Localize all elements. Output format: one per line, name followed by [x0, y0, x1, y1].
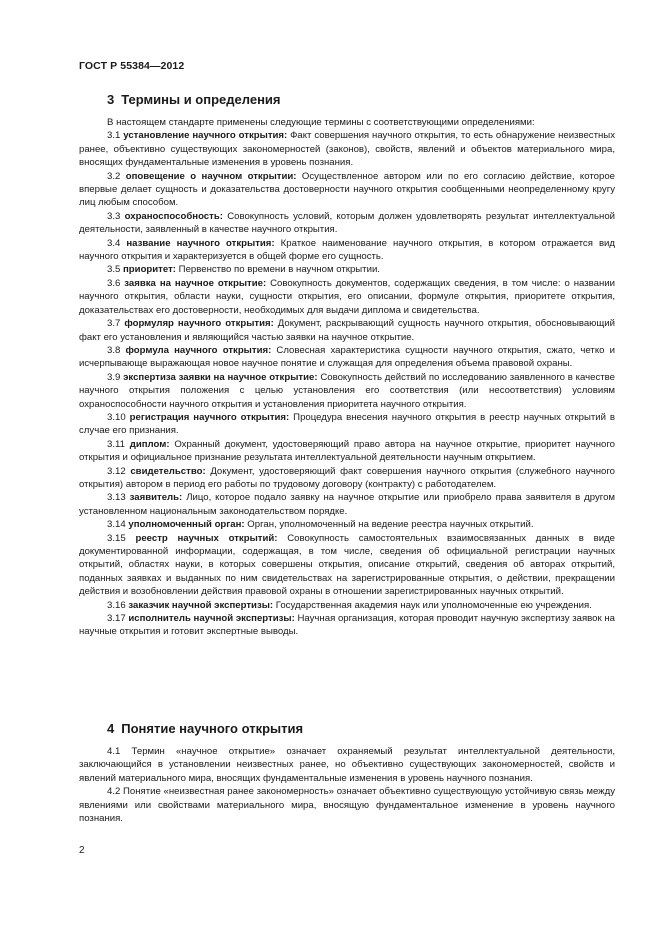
- term-number: 3.7: [107, 318, 121, 330]
- term-name: заявка на научное открытие:: [124, 277, 267, 289]
- term-name: исполнитель научной экспертизы:: [128, 613, 295, 625]
- clause-text: Понятие «неизвестная ранее закономерность» означает объективно существующую устойчивую связь между явлениями или свойствами материального мира, вносящую фундаментальное изменение в уровень научного познания.: [79, 786, 615, 825]
- term-definition: Словесная характеристика сущности научного открытия, сжато, четко и исчерпывающе выражающая новое научное понятие и служащая для определения объема правовой охраны.: [79, 344, 615, 370]
- term-name: уполномоченный орган:: [128, 519, 245, 531]
- term-3-4: [79, 237, 615, 264]
- term-definition: Научная организация, которая проводит научную экспертизу заявок на научные открытия и готовит экспертные выводы.: [79, 613, 615, 638]
- term-number: 3.2: [107, 170, 121, 182]
- term-definition: Совокупность условий, которым должен удовлетворять результат интеллектуальной деятельности, заявленный в качестве научного открытия.: [79, 210, 616, 236]
- term-name: заказчик научной экспертизы:: [128, 599, 274, 611]
- term-number: 3.8: [107, 344, 121, 356]
- term-name: приоритет:: [123, 264, 176, 276]
- term-name: название научного открытия:: [126, 237, 275, 249]
- term-name: реестр научных открытий:: [135, 532, 278, 544]
- term-number: 3.1: [107, 130, 121, 142]
- term-3-9: [79, 371, 615, 411]
- term-definition: Первенство по времени в научном открытии.: [178, 264, 380, 276]
- term-definition: Совокупность документов, содержащих сведения, в том числе: о названии научного открытия, области науки, сущности открытия, его описании, формуле открытия, приоритете открытия, доказательствах его достоверности, необходимых для выдачи диплома и свидетельства.: [79, 277, 615, 316]
- term-definition: Орган, уполномоченный на ведение реестра научных открытий.: [247, 519, 534, 531]
- term-3-16: [79, 599, 615, 612]
- document-code: ГОСТ Р 55384—2012: [79, 60, 185, 72]
- term-3-10: [79, 411, 615, 438]
- term-number: 3.9: [107, 371, 121, 383]
- term-definition: Лицо, которое подало заявку на научное открытие или приобрело права заявителя в другом установленном национальным законодательством порядке.: [79, 492, 616, 517]
- term-3-8: [79, 344, 615, 371]
- term-definition: Охранный документ, удостоверяющий право автора на научное открытие, приоритет научного открытия и официальное признание результата интеллектуальной деятельности научным открытием.: [79, 438, 615, 464]
- term-name: свидетельство:: [130, 465, 206, 477]
- term-3-14: [79, 518, 615, 531]
- term-definition: Факт совершения научного открытия, то есть обнаружение неизвестных ранее, объективно существующих закономерностей (законов), свойств, явлений и объектов материального мира, вносящих фундаментальные изменения в уровень познания.: [79, 130, 615, 169]
- term-name: установление научного открытия:: [123, 130, 288, 142]
- section-3-number: 3: [107, 92, 115, 107]
- term-number: 3.14: [107, 519, 126, 531]
- term-name: формула научного открытия:: [125, 344, 272, 356]
- term-3-15: [79, 532, 615, 599]
- term-name: формуляр научного открытия:: [124, 318, 274, 330]
- term-definition: Документ, удостоверяющий факт совершения научного открытия (служебного научного открытия) автором в период его работы по трудовому договору (контракту) с работодателем.: [79, 465, 616, 490]
- term-3-17: [79, 612, 615, 639]
- section-4-heading: [107, 721, 303, 736]
- section-4-number: 4: [107, 721, 115, 736]
- term-3-5: [79, 263, 615, 276]
- term-3-11: [79, 438, 615, 465]
- term-3-3: [79, 210, 615, 237]
- section-3-title: Термины и определения: [121, 92, 281, 107]
- term-number: 3.5: [107, 264, 121, 276]
- term-3-7: [79, 317, 615, 344]
- term-number: 3.17: [107, 613, 126, 625]
- term-number: 3.15: [107, 532, 126, 544]
- term-number: 3.3: [107, 210, 121, 222]
- term-3-13: [79, 491, 615, 518]
- clause-4-1: [79, 745, 615, 785]
- page-number: 2: [79, 845, 85, 856]
- section-4-body: [79, 745, 615, 825]
- term-name: диплом:: [129, 438, 170, 450]
- term-number: 3.12: [107, 465, 126, 477]
- term-number: 3.4: [107, 237, 121, 249]
- term-number: 3.11: [107, 438, 125, 450]
- section-3-heading: [107, 92, 281, 107]
- term-definition: Совокупность самостоятельных взаимосвязанных данных в виде документированной информации, содержащая, в том числе, сведения об официальной регистрации научных открытий, областях науки, в которых совершены открытия, описание открытий, сведения об авторах открытий, поданных заявках и выданных по ним свидетельствах на зарегистрированные открытия, о действии, прекращении действия и возобновлении действия правовой охраны в отношении зарегистрированных научных открытий.: [79, 532, 616, 598]
- term-definition: Государственная академия наук или уполномоченные ею учреждения.: [275, 599, 592, 611]
- clause-number: 4.2: [107, 786, 121, 798]
- clause-text: Термин «научное открытие» означает охраняемый результат интеллектуальной деятельности, заключающийся в установлении неизвестных ранее, но объективно существующих закономерностей, свойств и явлений материального мира, вносящих фундаментальные изменения в уровень научного познания.: [79, 746, 615, 784]
- term-definition: Процедура внесения научного открытия в реестр научных открытий в случае его признания.: [79, 411, 616, 437]
- term-3-2: [79, 170, 615, 210]
- term-name: оповещение о научном открытии:: [125, 170, 297, 182]
- term-name: охраноспособность:: [124, 210, 223, 222]
- clause-4-2: [79, 785, 615, 825]
- section-3-body: [79, 116, 615, 639]
- term-number: 3.16: [107, 599, 126, 611]
- term-3-12: [79, 465, 615, 492]
- term-definition: Осуществленное автором или по его согласию действие, которое впервые делает сущность и доказательства достоверности научного открытия сообщенными неопределенному кругу лиц любым способом.: [79, 170, 615, 209]
- term-name: заявитель:: [129, 492, 183, 504]
- term-definition: Краткое наименование научного открытия, в котором отражается вид научного открытия и характеризуется в общей форме его сущность.: [79, 237, 616, 263]
- term-3-6: [79, 277, 615, 317]
- term-definition: Документ, раскрывающий сущность научного открытия, обосновывающий факт его установления и являющийся частью заявки на научное открытие.: [79, 318, 615, 343]
- term-number: 3.13: [107, 492, 126, 504]
- term-3-1: [79, 129, 615, 169]
- term-name: регистрация научного открытия:: [129, 411, 290, 423]
- term-number: 3.6: [107, 277, 121, 289]
- term-number: 3.10: [107, 411, 126, 423]
- clause-number: 4.1: [107, 746, 121, 757]
- section-3-intro: В настоящем стандарте применены следующие термины с соответствующими определениями:: [107, 117, 535, 128]
- term-name: экспертиза заявки на научное открытие:: [123, 371, 318, 383]
- term-definition: Совокупность действий по исследованию заявленного в качестве научного открытия положения с целью установления его соответствия (или несоответствия) условиям охраноспособности научного открытия и установления приоритета научного открытия.: [79, 371, 615, 410]
- section-4-title: Понятие научного открытия: [121, 721, 304, 736]
